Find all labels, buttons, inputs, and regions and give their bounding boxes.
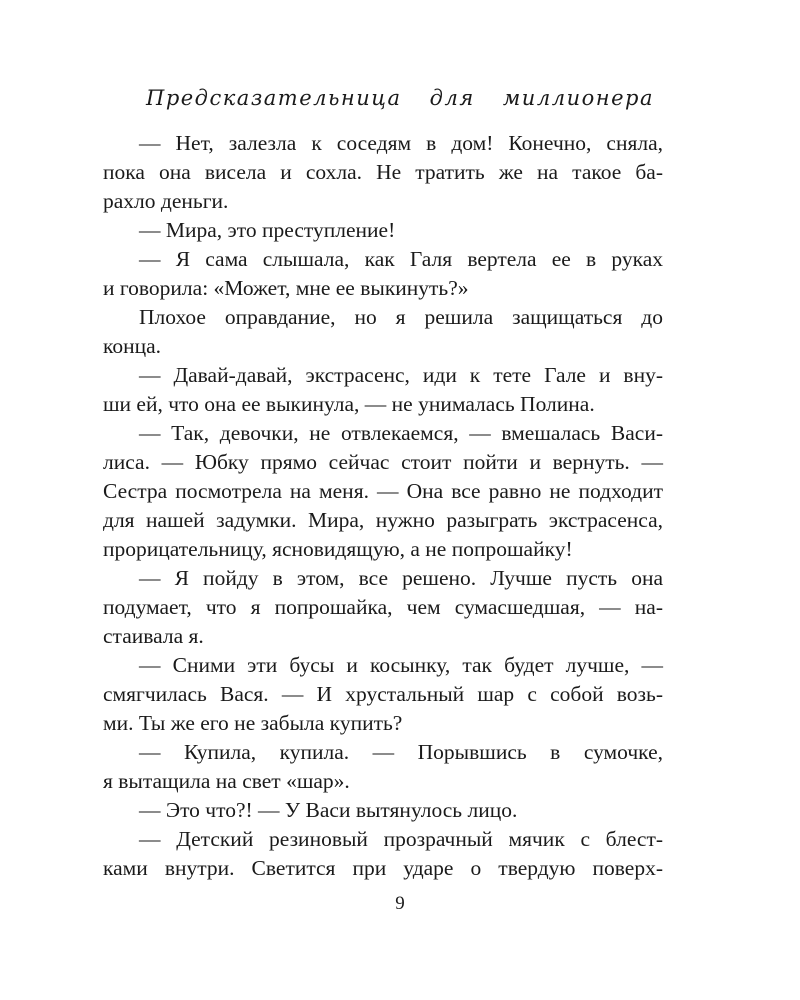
running-head: Предсказательница для миллионера bbox=[146, 86, 654, 110]
text-line: подумает, что я попрошайка, чем сумасшедшая, — на- bbox=[103, 595, 663, 619]
text-line: — Это что?! — У Васи вытянулось лицо. bbox=[139, 798, 518, 822]
text-line: ши ей, что она ее выкинула, — не унималась Полина. bbox=[103, 392, 595, 416]
text-line: рахло деньги. bbox=[103, 189, 229, 213]
text-line: Сестра посмотрела на меня. — Она все равно не подходит bbox=[103, 479, 663, 503]
text-line: Плохое оправдание, но я решила защищаться до bbox=[139, 305, 663, 329]
page-number: 9 bbox=[395, 893, 405, 914]
text-line: — Я сама слышала, как Галя вертела ее в руках bbox=[139, 247, 663, 271]
text-line: ками внутри. Светится при ударе о твердую поверх- bbox=[103, 856, 663, 880]
text-line: лиса. — Юбку прямо сейчас стоит пойти и вернуть. — bbox=[103, 450, 663, 474]
text-line: ми. Ты же его не забыла купить? bbox=[103, 711, 403, 735]
text-line: пока она висела и сохла. Не тратить же на такое ба- bbox=[103, 160, 663, 184]
body-text bbox=[103, 129, 663, 883]
text-line: стаивала я. bbox=[103, 624, 204, 648]
text-line: — Мира, это преступление! bbox=[139, 218, 396, 242]
text-line: для нашей задумки. Мира, нужно разыграть экстрасенса, bbox=[103, 508, 663, 532]
text-line: прорицательницу, ясновидящую, а не попрошайку! bbox=[103, 537, 573, 561]
text-line: и говорила: «Может, мне ее выкинуть?» bbox=[103, 276, 469, 300]
text-line: — Детский резиновый прозрачный мячик с блест- bbox=[139, 827, 663, 851]
text-line: — Нет, залезла к соседям в дом! Конечно, сняла, bbox=[139, 131, 663, 155]
text-line: — Так, девочки, не отвлекаемся, — вмешалась Васи- bbox=[139, 421, 663, 445]
text-line: — Сними эти бусы и косынку, так будет лучше, — bbox=[139, 653, 663, 677]
text-line: смягчилась Вася. — И хрустальный шар с собой возь- bbox=[103, 682, 663, 706]
text-line: конца. bbox=[103, 334, 162, 358]
text-line: — Я пойду в этом, все решено. Лучше пусть она bbox=[139, 566, 663, 590]
text-line: я вытащила на свет «шар». bbox=[103, 769, 350, 793]
text-line: — Купила, купила. — Порывшись в сумочке, bbox=[139, 740, 663, 764]
text-line: — Давай-давай, экстрасенс, иди к тете Гале и вну- bbox=[139, 363, 663, 387]
